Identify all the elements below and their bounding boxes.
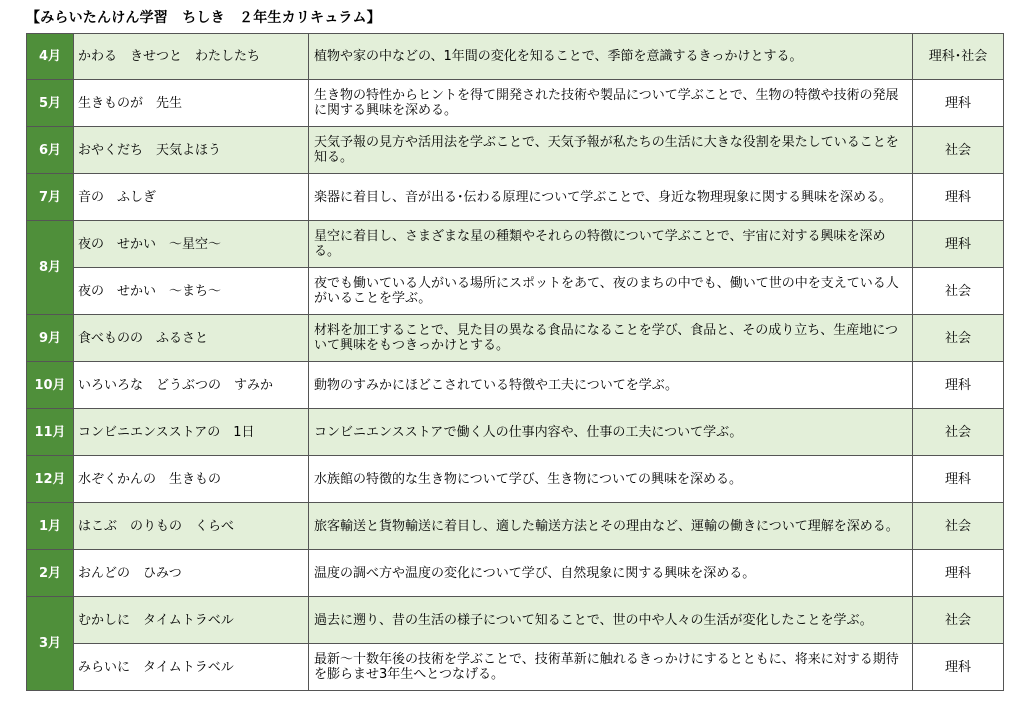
subject-cell: 理科 bbox=[913, 362, 1004, 409]
table-row bbox=[27, 80, 1004, 127]
unit-title: 音の ふしぎ bbox=[74, 174, 309, 221]
table-row bbox=[27, 315, 1004, 362]
table-row bbox=[27, 456, 1004, 503]
table-row bbox=[27, 127, 1004, 174]
unit-title: 夜の せかい ～星空～ bbox=[74, 221, 309, 268]
month-cell: 2月 bbox=[27, 550, 74, 597]
unit-title: コンビニエンスストアの 1日 bbox=[74, 409, 309, 456]
subject-cell: 社会 bbox=[913, 268, 1004, 315]
unit-description: コンビニエンスストアで働く人の仕事内容や、仕事の工夫について学ぶ。 bbox=[309, 409, 913, 456]
table-row bbox=[27, 362, 1004, 409]
unit-description: 植物や家の中などの、1年間の変化を知ることで、季節を意識するきっかけとする。 bbox=[309, 34, 913, 80]
unit-title: 夜の せかい ～まち～ bbox=[74, 268, 309, 315]
unit-description: 天気予報の見方や活用法を学ぶことで、天気予報が私たちの生活に大きな役割を果たしていることを知る。 bbox=[309, 127, 913, 174]
subject-cell: 社会 bbox=[913, 127, 1004, 174]
subject-cell: 社会 bbox=[913, 315, 1004, 362]
subject-cell: 理科 bbox=[913, 80, 1004, 127]
unit-title: 生きものが 先生 bbox=[74, 80, 309, 127]
subject-cell: 理科 bbox=[913, 456, 1004, 503]
subject-cell: 理科 bbox=[913, 221, 1004, 268]
subject-cell: 理科 bbox=[913, 550, 1004, 597]
unit-description: 楽器に着目し、音が出る･伝わる原理について学ぶことで、身近な物理現象に関する興味を深める。 bbox=[309, 174, 913, 221]
unit-title: かわる きせつと わたしたち bbox=[74, 34, 309, 80]
unit-description: 星空に着目し、さまざまな星の種類やそれらの特徴について学ぶことで、宇宙に対する興味を深める。 bbox=[309, 221, 913, 268]
unit-title: おんどの ひみつ bbox=[74, 550, 309, 597]
unit-description: 生き物の特性からヒントを得て開発された技術や製品について学ぶことで、生物の特徴や技術の発展に関する興味を深める。 bbox=[309, 80, 913, 127]
subject-cell: 理科 bbox=[913, 174, 1004, 221]
unit-title: むかしに タイムトラベル bbox=[74, 597, 309, 644]
unit-description: 最新～十数年後の技術を学ぶことで、技術革新に触れるきっかけにするとともに、将来に対する期待を膨らませ3年生へとつなげる。 bbox=[309, 644, 913, 691]
unit-description: 夜でも働いている人がいる場所にスポットをあて、夜のまちの中でも、働いて世の中を支えている人がいることを学ぶ。 bbox=[309, 268, 913, 315]
page-title: 【みらいたんけん学習 ちしき ２年生カリキュラム】 bbox=[26, 10, 381, 26]
subject-cell: 社会 bbox=[913, 597, 1004, 644]
unit-description: 温度の調べ方や温度の変化について学び、自然現象に関する興味を深める。 bbox=[309, 550, 913, 597]
month-cell: 6月 bbox=[27, 127, 74, 174]
curriculum-table bbox=[26, 33, 1004, 691]
unit-title: おやくだち 天気よほう bbox=[74, 127, 309, 174]
month-cell: 7月 bbox=[27, 174, 74, 221]
unit-title: みらいに タイムトラベル bbox=[74, 644, 309, 691]
subject-cell: 理科･社会 bbox=[913, 34, 1004, 80]
month-cell: 4月 bbox=[27, 34, 74, 80]
subject-cell: 社会 bbox=[913, 503, 1004, 550]
month-cell: 10月 bbox=[27, 362, 74, 409]
table-row bbox=[27, 174, 1004, 221]
month-cell: 12月 bbox=[27, 456, 74, 503]
month-cell: 9月 bbox=[27, 315, 74, 362]
table-row bbox=[27, 503, 1004, 550]
table-row bbox=[27, 597, 1004, 644]
subject-cell: 理科 bbox=[913, 644, 1004, 691]
unit-title: 食べものの ふるさと bbox=[74, 315, 309, 362]
unit-description: 水族館の特徴的な生き物について学び、生き物についての興味を深める。 bbox=[309, 456, 913, 503]
month-cell: 8月 bbox=[27, 221, 74, 315]
table-row bbox=[27, 409, 1004, 456]
unit-title: 水ぞくかんの 生きもの bbox=[74, 456, 309, 503]
month-cell: 3月 bbox=[27, 597, 74, 691]
unit-title: はこぶ のりもの くらべ bbox=[74, 503, 309, 550]
unit-description: 過去に遡り、昔の生活の様子について知ることで、世の中や人々の生活が変化したことを学ぶ。 bbox=[309, 597, 913, 644]
month-cell: 5月 bbox=[27, 80, 74, 127]
month-cell: 11月 bbox=[27, 409, 74, 456]
month-cell: 1月 bbox=[27, 503, 74, 550]
table-row bbox=[27, 644, 1004, 691]
unit-description: 旅客輸送と貨物輸送に着目し、適した輸送方法とその理由など、運輸の働きについて理解を深める。 bbox=[309, 503, 913, 550]
unit-description: 材料を加工することで、見た目の異なる食品になることを学び、食品と、その成り立ち、生産地について興味をもつきっかけとする。 bbox=[309, 315, 913, 362]
table-row bbox=[27, 34, 1004, 80]
table-row bbox=[27, 550, 1004, 597]
table-row bbox=[27, 221, 1004, 268]
subject-cell: 社会 bbox=[913, 409, 1004, 456]
table-row bbox=[27, 268, 1004, 315]
unit-description: 動物のすみかにほどこされている特徴や工夫についてを学ぶ。 bbox=[309, 362, 913, 409]
unit-title: いろいろな どうぶつの すみか bbox=[74, 362, 309, 409]
